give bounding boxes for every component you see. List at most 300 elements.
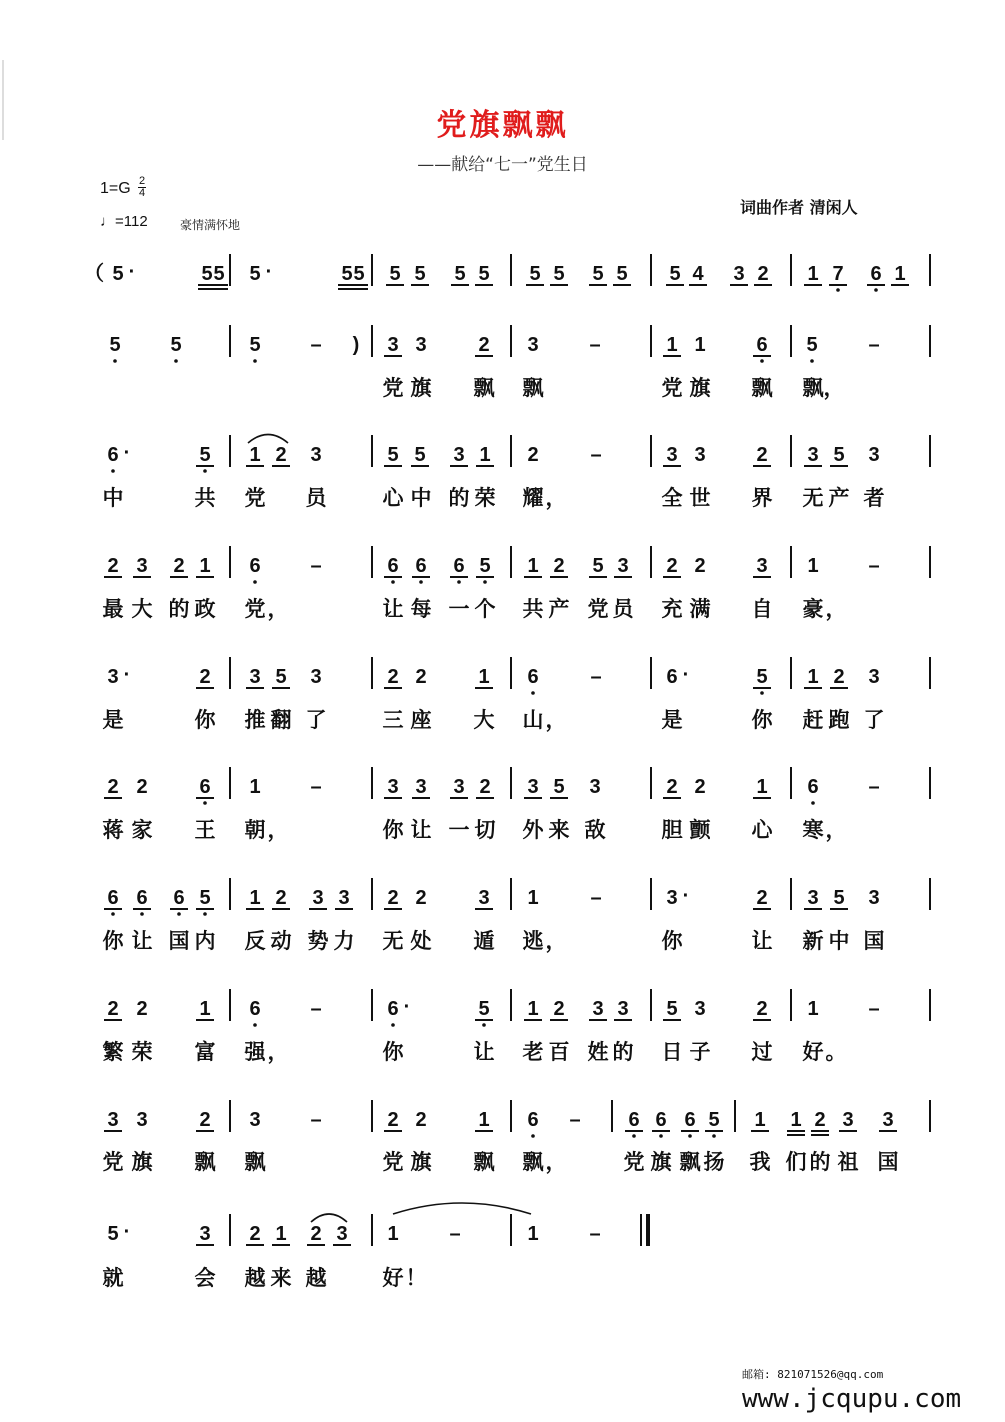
- note: 3: [415, 776, 427, 798]
- note: 2: [107, 998, 119, 1020]
- note: 5: [275, 666, 287, 688]
- lyric-character: 是: [102, 708, 124, 732]
- note: 3: [249, 1109, 261, 1131]
- lyric-character: 跑: [828, 708, 850, 732]
- note: 6: [136, 887, 148, 909]
- sustain-dash: –: [868, 776, 880, 798]
- lyric-character: 充: [661, 597, 683, 621]
- lyric-character: 富: [194, 1040, 216, 1064]
- note: 1: [249, 887, 261, 909]
- note: 1: [199, 998, 211, 1020]
- lower-octave-dot: [688, 1134, 692, 1138]
- lyric-character: 就: [102, 1266, 124, 1290]
- lyric-character: 你: [751, 708, 773, 732]
- note: 3: [868, 444, 880, 466]
- note: 3: [107, 666, 119, 688]
- note: 2: [107, 555, 119, 577]
- lyric-character: 切: [474, 818, 496, 842]
- note: 3: [694, 444, 706, 466]
- lyric-character: 党: [382, 376, 404, 400]
- note: 6: [199, 776, 211, 798]
- lyric-character: 让: [751, 929, 773, 953]
- augmentation-dot: ·: [403, 996, 411, 1018]
- augmentation-dot: ·: [123, 664, 131, 686]
- tie-arc: [311, 1214, 347, 1222]
- note: 3: [199, 1223, 211, 1245]
- note: 5: [201, 263, 213, 285]
- lyric-character: 敌: [584, 818, 606, 842]
- note: 5: [529, 263, 541, 285]
- note: 2: [275, 444, 287, 466]
- lyric-character: 力: [333, 929, 355, 953]
- note: 2: [833, 666, 845, 688]
- note: 5: [478, 263, 490, 285]
- lyric-character: 你: [382, 818, 404, 842]
- note: 3: [756, 555, 768, 577]
- augmentation-dot: ·: [682, 885, 690, 907]
- lyric-character: 来: [270, 1266, 292, 1290]
- song-title: 党旗飘飘: [436, 108, 569, 143]
- lyric-character: 员: [305, 486, 327, 510]
- note: 5: [478, 998, 490, 1020]
- lyric-character: 党: [244, 597, 266, 621]
- time-signature-top: 2: [138, 175, 146, 187]
- lyric-character: 百: [548, 1040, 570, 1064]
- lyric-character: ，: [545, 1150, 567, 1174]
- sustain-dash: –: [310, 998, 322, 1020]
- lyric-character: 飘: [473, 1150, 495, 1174]
- note: 5: [616, 263, 628, 285]
- note: 2: [666, 555, 678, 577]
- lyric-character: 反: [244, 929, 266, 953]
- note: 6: [249, 555, 261, 577]
- note: 2: [136, 998, 148, 1020]
- lyric-character: 动: [270, 929, 292, 953]
- augmentation-dot: ·: [265, 261, 273, 283]
- lyric-character: 。: [825, 1040, 847, 1064]
- lyric-character: 产: [828, 486, 850, 510]
- note: 6: [527, 1109, 539, 1131]
- note: 6: [107, 444, 119, 466]
- note: 3: [807, 444, 819, 466]
- sustain-dash: –: [590, 444, 602, 466]
- note: 6: [684, 1109, 696, 1131]
- lyric-character: 扬: [703, 1150, 725, 1174]
- note: 2: [107, 776, 119, 798]
- note: 3: [107, 1109, 119, 1131]
- note: 1: [527, 998, 539, 1020]
- note: 3: [249, 666, 261, 688]
- note: 2: [136, 776, 148, 798]
- note: 3: [807, 887, 819, 909]
- note: 5: [199, 887, 211, 909]
- sustain-dash: –: [590, 666, 602, 688]
- contact-email: 邮箱: 821071526@qq.com: [742, 1368, 884, 1381]
- note: 6: [666, 666, 678, 688]
- lyric-character: 强: [244, 1040, 266, 1064]
- lower-octave-dot: [531, 691, 535, 695]
- note: 1: [756, 776, 768, 798]
- lyric-character: 大: [131, 597, 153, 621]
- lyric-character: 共: [194, 486, 216, 510]
- note: 2: [310, 1223, 322, 1245]
- lyric-character: 我: [749, 1150, 771, 1174]
- sustain-dash: –: [868, 334, 880, 356]
- lyric-character: 你: [382, 1040, 404, 1064]
- lyric-character: 你: [661, 929, 683, 953]
- lyric-character: 了: [863, 708, 885, 732]
- lyric-character: 山: [522, 708, 544, 732]
- note: 2: [415, 887, 427, 909]
- lyric-character: 国: [168, 929, 190, 953]
- note: 1: [387, 1223, 399, 1245]
- note: 5: [708, 1109, 720, 1131]
- lower-octave-dot: [253, 1023, 257, 1027]
- note: 3: [868, 666, 880, 688]
- lyric-character: 逃: [522, 929, 544, 953]
- lyric-character: 你: [102, 929, 124, 953]
- lower-octave-dot: [659, 1134, 663, 1138]
- note: 3: [336, 1223, 348, 1245]
- lower-octave-dot: [483, 580, 487, 584]
- note: 3: [666, 887, 678, 909]
- note: 2: [249, 1223, 261, 1245]
- note: 2: [199, 666, 211, 688]
- lyric-character: 老: [522, 1040, 544, 1064]
- sustain-dash: –: [310, 776, 322, 798]
- lower-octave-dot: [457, 580, 461, 584]
- note: 3: [527, 776, 539, 798]
- note: 5: [806, 334, 818, 356]
- note: 2: [387, 1109, 399, 1131]
- lyric-character: 荣: [131, 1040, 153, 1064]
- note: 6: [387, 555, 399, 577]
- bracket: ): [352, 334, 360, 356]
- lower-octave-dot: [111, 469, 115, 473]
- note: 2: [387, 666, 399, 688]
- lower-octave-dot: [810, 359, 814, 363]
- lower-octave-dot: [482, 1023, 486, 1027]
- note: 6: [870, 263, 882, 285]
- note: 1: [479, 444, 491, 466]
- lyric-character: 政: [194, 597, 216, 621]
- note: 3: [415, 334, 427, 356]
- note: 1: [478, 666, 490, 688]
- note: 3: [310, 666, 322, 688]
- note: 3: [387, 776, 399, 798]
- note: 6: [527, 666, 539, 688]
- lyric-character: 繁: [102, 1040, 124, 1064]
- lyric-character: 党: [382, 1150, 404, 1174]
- note: 6: [387, 998, 399, 1020]
- note: 6: [807, 776, 819, 798]
- note: 1: [275, 1223, 287, 1245]
- sustain-dash: –: [310, 555, 322, 577]
- lyric-character: 飘: [751, 376, 773, 400]
- lower-octave-dot: [174, 359, 178, 363]
- lyric-character: 产: [548, 597, 570, 621]
- note: 2: [757, 263, 769, 285]
- lyric-character: 让: [473, 1040, 495, 1064]
- website-watermark: www.jcqupu.com: [742, 1384, 962, 1414]
- note: 2: [666, 776, 678, 798]
- lyric-character: 飘: [194, 1150, 216, 1174]
- lower-octave-dot: [203, 801, 207, 805]
- note: 3: [842, 1109, 854, 1131]
- tie-arc: [248, 435, 288, 444]
- lyric-character: 过: [751, 1040, 773, 1064]
- lower-octave-dot: [836, 288, 840, 292]
- note: 2: [415, 666, 427, 688]
- augmentation-dot: ·: [682, 664, 690, 686]
- note: 5: [833, 444, 845, 466]
- note: 3: [453, 776, 465, 798]
- note: 6: [453, 555, 465, 577]
- note: 3: [453, 444, 465, 466]
- note: 3: [589, 776, 601, 798]
- note: 1: [527, 887, 539, 909]
- note: 3: [694, 998, 706, 1020]
- lyric-character: ！: [405, 1266, 427, 1290]
- note: 5: [756, 666, 768, 688]
- lyric-character: 党: [244, 486, 266, 510]
- lyric-character: ，: [267, 818, 289, 842]
- note: 2: [527, 444, 539, 466]
- lyric-character: 日: [661, 1040, 683, 1064]
- note: 1: [894, 263, 906, 285]
- sustain-dash: –: [310, 1109, 322, 1131]
- note: 2: [756, 998, 768, 1020]
- lyric-character: 座: [410, 708, 432, 732]
- note: 5: [199, 444, 211, 466]
- note: 1: [754, 1109, 766, 1131]
- lyric-character: 最: [102, 597, 124, 621]
- lower-octave-dot: [760, 359, 764, 363]
- lower-octave-dot: [253, 359, 257, 363]
- sustain-dash: –: [449, 1223, 461, 1245]
- lyric-character: ，: [545, 929, 567, 953]
- lyric-character: 共: [522, 597, 544, 621]
- note: 5: [170, 334, 182, 356]
- lyric-character: 的: [612, 1040, 634, 1064]
- lyric-character: 飘: [522, 376, 544, 400]
- lyric-character: 心: [751, 818, 773, 842]
- lyric-character: 王: [194, 818, 216, 842]
- lyric-character: 满: [689, 597, 711, 621]
- key-signature: 1=G: [100, 180, 131, 197]
- lyric-character: 了: [305, 708, 327, 732]
- augmentation-dot: ·: [123, 1221, 131, 1243]
- lyric-character: 一: [448, 818, 470, 842]
- lyric-character: 遁: [473, 929, 495, 953]
- lyric-character: 好: [802, 1040, 824, 1064]
- sustain-dash: –: [868, 555, 880, 577]
- note: 3: [312, 887, 324, 909]
- note: 3: [733, 263, 745, 285]
- note: 2: [173, 555, 185, 577]
- augmentation-dot: ·: [123, 442, 131, 464]
- lyric-character: 朝: [244, 818, 266, 842]
- lyric-character: 旗: [131, 1150, 153, 1174]
- note: 3: [592, 998, 604, 1020]
- note: 2: [756, 444, 768, 466]
- note: 1: [807, 555, 819, 577]
- note: 6: [173, 887, 185, 909]
- lyric-character: 飘: [522, 1150, 544, 1174]
- lyric-character: 子: [689, 1040, 711, 1064]
- lyric-character: ，: [825, 818, 847, 842]
- lower-octave-dot: [177, 912, 181, 916]
- lower-octave-dot: [811, 801, 815, 805]
- lyric-character: 新: [802, 929, 824, 953]
- note: 2: [275, 887, 287, 909]
- lyric-character: 无: [382, 929, 404, 953]
- note: 3: [868, 887, 880, 909]
- lyric-character: 党: [587, 597, 609, 621]
- note: 5: [213, 263, 225, 285]
- note: 1: [807, 998, 819, 1020]
- note: 5: [553, 776, 565, 798]
- note: 5: [553, 263, 565, 285]
- lower-octave-dot: [874, 288, 878, 292]
- lower-octave-dot: [419, 580, 423, 584]
- lyric-character: 们: [785, 1150, 807, 1174]
- lyric-character: 的: [448, 486, 470, 510]
- note: 3: [527, 334, 539, 356]
- note: 1: [199, 555, 211, 577]
- note: 6: [107, 887, 119, 909]
- lyric-character: 家: [131, 818, 153, 842]
- lyric-character: 好: [382, 1266, 404, 1290]
- lyric-character: ，: [267, 597, 289, 621]
- note: 6: [756, 334, 768, 356]
- lyric-character: 界: [751, 486, 773, 510]
- note: 5: [666, 998, 678, 1020]
- note: 1: [527, 555, 539, 577]
- lyric-character: 越: [244, 1266, 266, 1290]
- lyric-character: 飘: [244, 1150, 266, 1174]
- lyric-character: 祖: [837, 1150, 859, 1174]
- note: 5: [249, 263, 261, 285]
- lyric-character: 是: [661, 708, 683, 732]
- note: 5: [341, 263, 353, 285]
- note: 5: [479, 555, 491, 577]
- lyric-character: 中: [410, 486, 432, 510]
- note: 2: [694, 776, 706, 798]
- lyric-character: ，: [545, 486, 567, 510]
- note: 1: [666, 334, 678, 356]
- expression-marking: 豪情满怀地: [180, 218, 241, 232]
- lyric-character: 势: [307, 929, 329, 953]
- time-signature-bottom: 4: [138, 187, 146, 199]
- note: 3: [617, 555, 629, 577]
- lyric-character: ，: [267, 1040, 289, 1064]
- note: 5: [414, 263, 426, 285]
- lyric-character: 旗: [410, 376, 432, 400]
- sustain-dash: –: [868, 998, 880, 1020]
- lyric-character: 姓: [587, 1040, 609, 1064]
- tie-arc: [393, 1203, 531, 1214]
- lyric-character: 心: [382, 486, 404, 510]
- lyric-character: 中: [102, 486, 124, 510]
- note: 6: [415, 555, 427, 577]
- note: 4: [692, 263, 704, 285]
- note: 5: [249, 334, 261, 356]
- lyric-character: 一: [448, 597, 470, 621]
- lyric-character: 中: [828, 929, 850, 953]
- lyric-character: 世: [689, 486, 711, 510]
- note: 1: [694, 334, 706, 356]
- lyric-character: 颤: [689, 818, 711, 842]
- note: 6: [249, 998, 261, 1020]
- note: 2: [478, 334, 490, 356]
- lyric-character: ，: [823, 376, 845, 400]
- note: 3: [338, 887, 350, 909]
- note: 5: [353, 263, 365, 285]
- lyric-character: 飘: [473, 376, 495, 400]
- lyric-character: 荣: [474, 486, 496, 510]
- note: 2: [756, 887, 768, 909]
- lyric-character: 的: [809, 1150, 831, 1174]
- tempo-marking: ♩=112: [100, 213, 148, 230]
- lower-octave-dot: [203, 469, 207, 473]
- lyric-character: 内: [194, 929, 216, 953]
- note: 2: [387, 887, 399, 909]
- augmentation-dot: ·: [128, 261, 136, 283]
- lyric-character: 来: [548, 818, 570, 842]
- note: 5: [107, 1223, 119, 1245]
- lyric-character: 寒: [802, 818, 824, 842]
- note: 6: [628, 1109, 640, 1131]
- note: 3: [310, 444, 322, 466]
- lyric-character: 飘: [802, 376, 824, 400]
- note: 1: [790, 1109, 802, 1131]
- lyric-character: 推: [244, 708, 266, 732]
- sustain-dash: –: [569, 1109, 581, 1131]
- lyric-character: ，: [825, 597, 847, 621]
- note: 3: [617, 998, 629, 1020]
- lower-octave-dot: [632, 1134, 636, 1138]
- lower-octave-dot: [760, 691, 764, 695]
- lyric-character: 党: [102, 1150, 124, 1174]
- note: 5: [833, 887, 845, 909]
- lyric-character: 三: [382, 708, 404, 732]
- lower-octave-dot: [111, 912, 115, 916]
- bracket: （: [84, 263, 104, 285]
- note: 2: [814, 1109, 826, 1131]
- lower-octave-dot: [391, 1023, 395, 1027]
- lyric-character: 者: [863, 486, 885, 510]
- lyric-character: 飘: [679, 1150, 701, 1174]
- note: 5: [387, 444, 399, 466]
- lyric-character: 旗: [650, 1150, 672, 1174]
- lyric-character: 耀: [522, 486, 544, 510]
- sustain-dash: –: [589, 1223, 601, 1245]
- lyric-character: 无: [802, 486, 824, 510]
- note: 5: [592, 555, 604, 577]
- note: 3: [478, 887, 490, 909]
- lyric-character: 越: [305, 1266, 327, 1290]
- note: 2: [694, 555, 706, 577]
- lyric-character: 旗: [689, 376, 711, 400]
- lower-octave-dot: [140, 912, 144, 916]
- lyric-character: 让: [131, 929, 153, 953]
- note: 2: [415, 1109, 427, 1131]
- lyric-character: 让: [382, 597, 404, 621]
- lyric-character: ，: [545, 708, 567, 732]
- lyric-character: 国: [877, 1150, 899, 1174]
- lower-octave-dot: [253, 580, 257, 584]
